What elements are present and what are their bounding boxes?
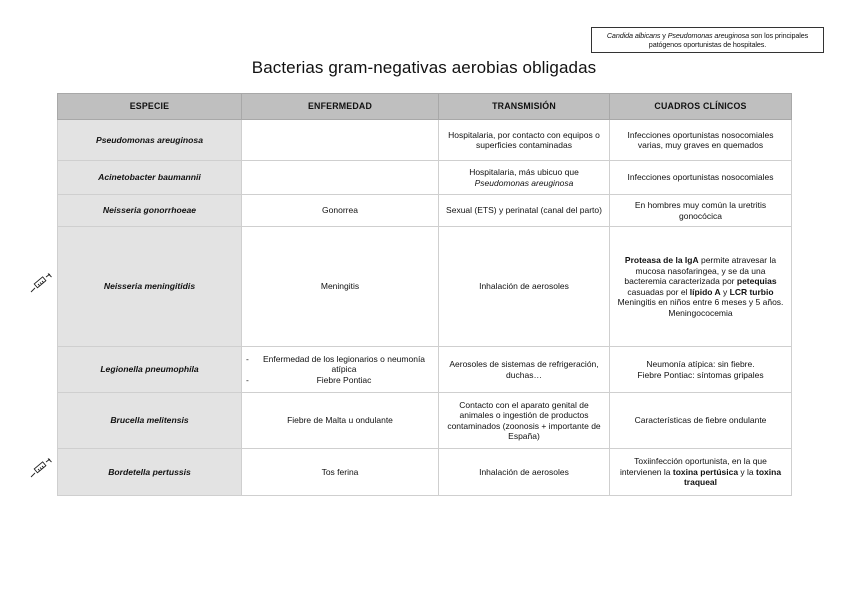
species-cell: Neisseria meningitidis — [58, 227, 242, 347]
species-cell: Bordetella pertussis — [58, 449, 242, 496]
clinical-cell: Características de fiebre ondulante — [610, 393, 792, 449]
table-row — [58, 195, 792, 227]
clinical-bold-4: LCR turbio — [729, 286, 774, 297]
clinical-text-2: y la — [738, 466, 757, 477]
clinical-text-1: Toxiinfección oportunista, en la que intervienen la — [619, 456, 767, 477]
clinical-cell — [610, 347, 792, 393]
transmission-text: Hospitalaria, más ubicuo que — [469, 167, 579, 177]
clinical-text-5: Meningococemia — [668, 307, 733, 318]
disease-cell: Tos ferina — [242, 449, 439, 496]
table-header-row — [58, 94, 792, 120]
header-transmision: TRANSMISIÓN — [439, 94, 610, 120]
table-row — [58, 161, 792, 195]
syringe-icon — [30, 273, 54, 293]
transmission-italic: Pseudomonas areuginosa — [474, 177, 574, 188]
species-cell: Legionella pneumophila — [58, 347, 242, 393]
transmission-cell: Contacto con el aparato genital de animales o ingestión de productos contaminados (zoonosis + importante de España) — [439, 393, 610, 449]
table-row — [58, 393, 792, 449]
clinical-cell — [610, 449, 792, 496]
disease-item: - Fiebre Pontiac — [246, 375, 434, 386]
transmission-cell — [439, 161, 610, 195]
disease-item: - Enfermedad de los legionarios o neumonía atípica — [246, 354, 434, 375]
clinical-text-2: Fiebre Pontiac: síntomas gripales — [637, 369, 764, 380]
header-especie: ESPECIE — [58, 94, 242, 120]
disease-cell — [242, 347, 439, 393]
disease-cell — [242, 120, 439, 161]
clinical-text-4: Meningitis en niños entre 6 meses y 5 años. — [617, 297, 784, 307]
clinical-bold-1: Proteasa de la IgA — [624, 255, 699, 265]
clinical-cell: En hombres muy común la uretritis gonocócica — [610, 195, 792, 227]
disease-cell: Meningitis — [242, 227, 439, 347]
species-cell: Acinetobacter baumannii — [58, 161, 242, 195]
transmission-cell: Aerosoles de sistemas de refrigeración, duchas… — [439, 347, 610, 393]
table-row — [58, 347, 792, 393]
clinical-text-1: Neumonía atípica: sin fiebre. — [646, 359, 755, 369]
transmission-cell: Inhalación de aerosoles — [439, 227, 610, 347]
bacteria-table — [57, 93, 792, 496]
clinical-bold-1: toxina pertúsica — [672, 466, 739, 477]
species-cell: Pseudomonas areuginosa — [58, 120, 242, 161]
note-box — [591, 27, 824, 53]
table-row — [58, 227, 792, 347]
header-enfermedad: ENFERMEDAD — [242, 94, 439, 120]
table-row — [58, 449, 792, 496]
note-italic-pseudomonas: Pseudomonas areuginosa — [667, 31, 750, 40]
transmission-cell: Sexual (ETS) y perinatal (canal del parto) — [439, 195, 610, 227]
species-cell: Brucella melitensis — [58, 393, 242, 449]
clinical-cell — [610, 227, 792, 347]
clinical-bold-2: toxina traqueal — [683, 466, 782, 488]
disease-cell — [242, 161, 439, 195]
clinical-bold-2: petequias — [736, 276, 777, 286]
species-cell: Neisseria gonorrhoeae — [58, 195, 242, 227]
transmission-cell: Inhalación de aerosoles — [439, 449, 610, 496]
disease-cell: Fiebre de Malta u ondulante — [242, 393, 439, 449]
note-text-1: y — [660, 31, 668, 40]
clinical-cell: Infecciones oportunistas nosocomiales — [610, 161, 792, 195]
table-row — [58, 120, 792, 161]
clinical-bold-3: lípido A — [689, 286, 721, 297]
syringe-icon — [30, 458, 54, 478]
page-title: Bacterias gram-negativas aerobias obligadas — [251, 58, 597, 77]
clinical-text-2: casuadas por el — [627, 286, 690, 297]
note-text-2: son los principales patógenos oportunistas de hospitales. — [648, 31, 809, 49]
disease-cell: Gonorrea — [242, 195, 439, 227]
clinical-cell: Infecciones oportunistas nosocomiales varias, muy graves en quemados — [610, 120, 792, 161]
clinical-text-1: permite atravesar la mucosa nasofaringea, y se da una bacteremia caracterizada por — [624, 255, 777, 286]
transmission-cell: Hospitalaria, por contacto con equipos o superficies contaminadas — [439, 120, 610, 161]
header-cuadros-clinicos: CUADROS CLÍNICOS — [610, 94, 792, 120]
clinical-text-3: y — [720, 286, 730, 297]
note-italic-candida: Candida albicans — [606, 31, 661, 40]
